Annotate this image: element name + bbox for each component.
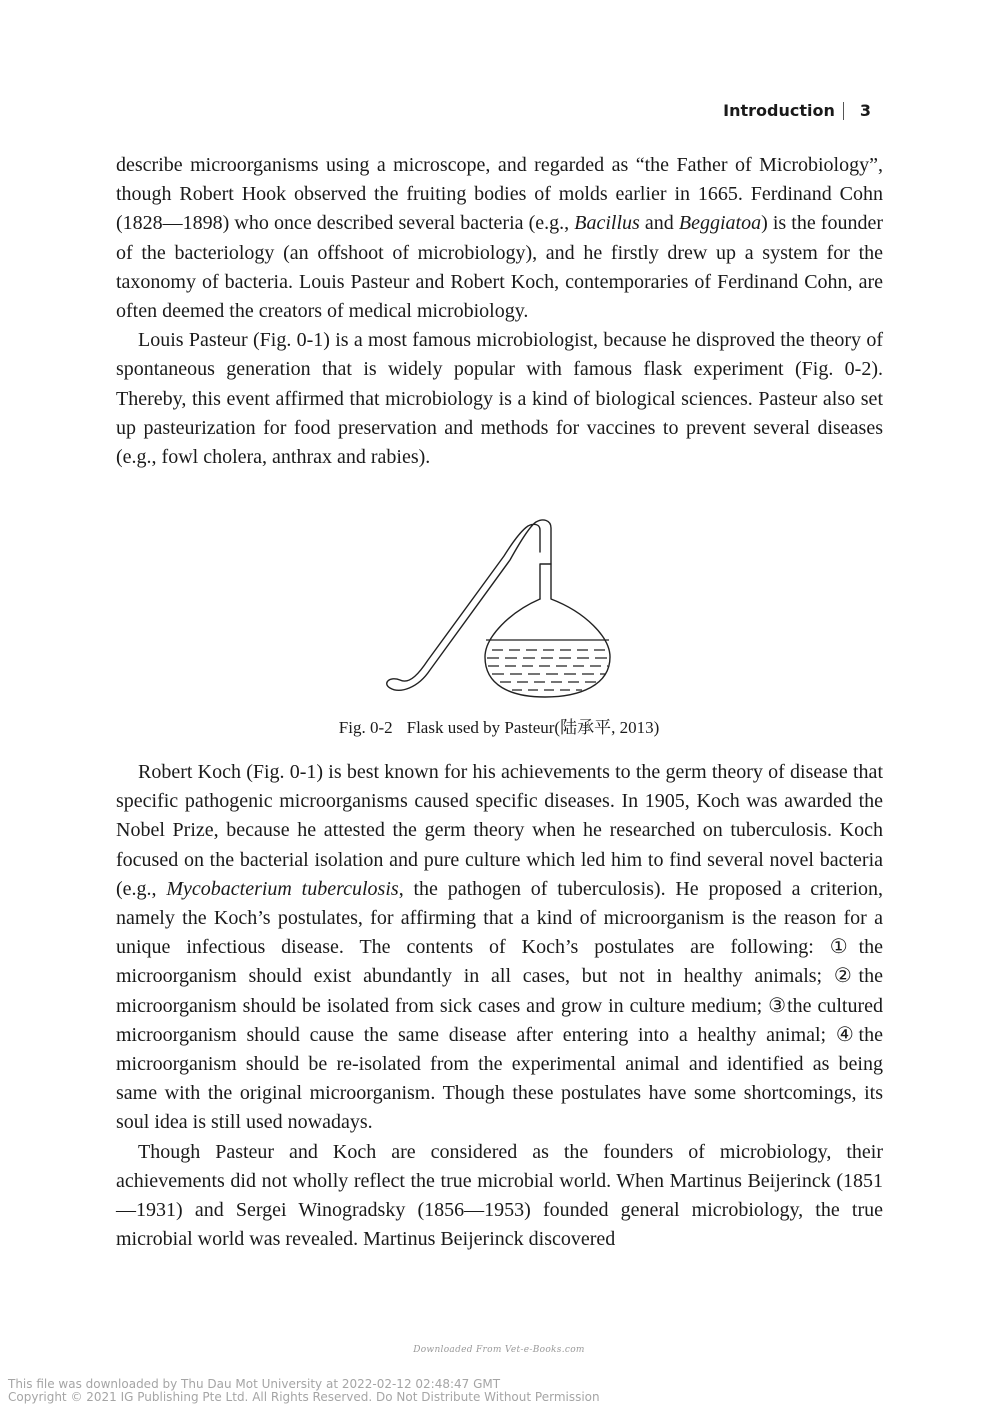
- running-header: [723, 101, 871, 120]
- footer-line-copyright: Copyright © 2021 IG Publishing Pte Ltd. All Rights Reserved. Do Not Distribute Without Permission: [8, 1390, 600, 1404]
- page-number: 3: [859, 101, 871, 120]
- body-text-upper: [116, 151, 883, 472]
- section-title: Introduction: [723, 101, 835, 120]
- paragraph-text: and: [639, 212, 679, 235]
- paragraph-text: ) is the founder of the bacteriology (an offshoot of microbiology), and he firstly drew up a system for the taxonomy of bacteria. Louis Pasteur and Robert Koch, contemporaries of Ferdinand Cohn, are often deemed the creators of medical microbiology.: [116, 212, 883, 323]
- figure-caption-text: Flask used by Pasteur(陆承平, 2013): [406, 718, 660, 737]
- italic-term: Bacillus: [574, 212, 640, 235]
- paragraph: [116, 151, 883, 326]
- paragraph-text: describe microorganisms using a microscope, and regarded as “the Father of Microbiology”, though Robert Hook observed the fruiting bodies of molds earlier in 1665. Ferdinand Cohn (1828—1898) who once described several bacteria (e.g.,: [116, 154, 883, 235]
- swan-neck-flask-illustration: [370, 512, 630, 702]
- italic-term: Beggiatoa: [678, 212, 762, 235]
- figure-number: Fig. 0-2: [338, 718, 393, 737]
- paragraph-text: Louis Pasteur (Fig. 0-1) is a most famous microbiologist, because he disproved the theory of spontaneous generation that is widely popular with famous flask experiment (Fig. 0-2). Thereby, this event affirmed that microbiology is a kind of biological sciences. Pasteur also set up pasteurization for food preservation and methods for vaccines to prevent several diseases (e.g., fowl cholera, anthrax and rabies).: [116, 329, 883, 469]
- paragraph: [116, 326, 883, 472]
- watermark: Downloaded From Vet-e-Books.com: [413, 1345, 585, 1355]
- paragraph-text: , the pathogen of tuberculosis). He proposed a criterion, namely the Koch’s postulates, for affirming that a kind of microorganism is the reason for a unique infectious disease. The contents of Koch’s postulates are following: ①the microorganism should exist abundantly in all cases, but not in healthy animals; ②the microorganism should be isolated from sick cases and grow in culture medium; ③the cultured microorganism should cause the same disease after entering into a healthy animal; ④the microorganism should be re-isolated from the experimental animal and identified as being same with the original microorganism. Though these postulates have some shortcomings, its soul idea is still used nowadays.: [116, 877, 884, 1134]
- footer-line-download: This file was downloaded by Thu Dau Mot University at 2022-02-12 02:48:47 GMT: [8, 1377, 501, 1391]
- paragraph: [116, 758, 883, 1138]
- body-text-lower: [116, 758, 883, 1254]
- figure-caption: [0, 713, 998, 738]
- header-divider: [843, 102, 844, 120]
- download-footer: [8, 1378, 600, 1404]
- pasteur-flask-figure: [370, 512, 630, 702]
- italic-term: Mycobacterium tuberculosis: [166, 877, 399, 900]
- paragraph-text: Robert Koch (Fig. 0-1) is best known for his achievements to the germ theory of disease that specific pathogenic microorganisms caused specific diseases. In 1905, Koch was awarded the Nobel Prize, because he attested the germ theory when he researched on tuberculosis. Koch focused on the bacterial isolation and pure culture which led him to find several novel bacteria (e.g.,: [116, 761, 883, 900]
- paragraph-text: Though Pasteur and Koch are considered as the founders of microbiology, their achievements did not wholly reflect the true microbial world. When Martinus Beijerinck (1851—1931) and Sergei Winogradsky (1856—1953) founded general microbiology, the true microbial world was revealed. Martinus Beijerinck discovered: [116, 1140, 883, 1251]
- paragraph: [116, 1138, 883, 1255]
